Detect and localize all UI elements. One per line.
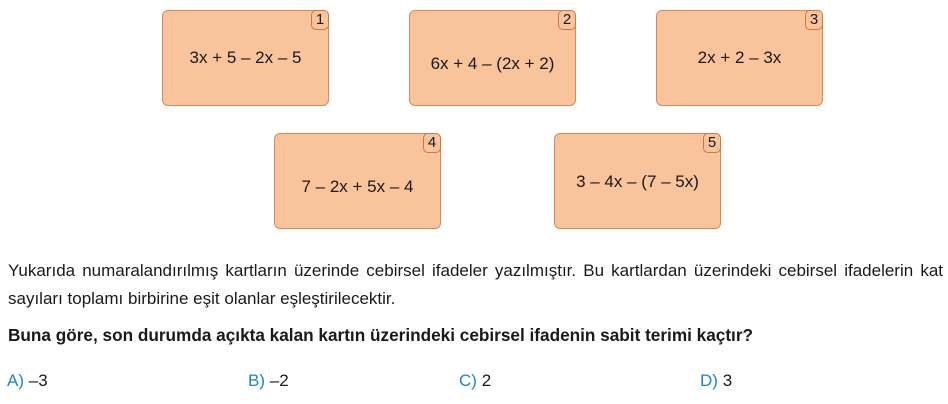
card-expression: 2x + 2 – 3x [697, 48, 782, 67]
card-5 [554, 133, 721, 229]
question-text: Yukarıda numaralandırılmış kartların üzerinde cebirsel ifadeler yazılmıştır. Bu kartlardan üzerindeki cebirsel ifadelerin kat sayıları toplamı birbirine eşit olanlar eşleştirilecektir. [8, 261, 943, 308]
card-2 [409, 10, 576, 106]
card-number-badge: 1 [311, 10, 329, 30]
card-number-badge: 3 [805, 10, 823, 30]
card-expression: 7 – 2x + 5x – 4 [301, 176, 414, 196]
card-number-badge: 4 [423, 133, 441, 153]
choice-value: –2 [269, 371, 289, 390]
choice-a[interactable] [7, 371, 48, 391]
card-number-badge: 2 [558, 10, 576, 30]
card-number-badge: 5 [703, 133, 721, 153]
choice-c[interactable] [459, 371, 491, 391]
choice-letter: B) [248, 371, 265, 390]
choice-value: –3 [28, 371, 48, 390]
card-3 [656, 10, 823, 106]
choice-d[interactable] [700, 371, 732, 391]
choice-b[interactable] [248, 371, 289, 391]
choice-value: 2 [481, 371, 492, 390]
choice-letter: A) [7, 371, 24, 390]
card-expression: 3x + 5 – 2x – 5 [189, 48, 302, 67]
card-1 [162, 10, 329, 106]
question-prompt: Buna göre, son durumda açıkta kalan kartın üzerindeki cebirsel ifadenin sabit terimi kaçtır? [8, 325, 754, 345]
card-expression: 3 – 4x – (7 – 5x) [576, 171, 699, 191]
choice-value: 3 [722, 371, 733, 390]
choice-letter: C) [459, 371, 477, 390]
card-expression: 6x + 4 – (2x + 2) [430, 53, 555, 73]
choice-letter: D) [700, 371, 718, 390]
card-4 [274, 133, 441, 229]
